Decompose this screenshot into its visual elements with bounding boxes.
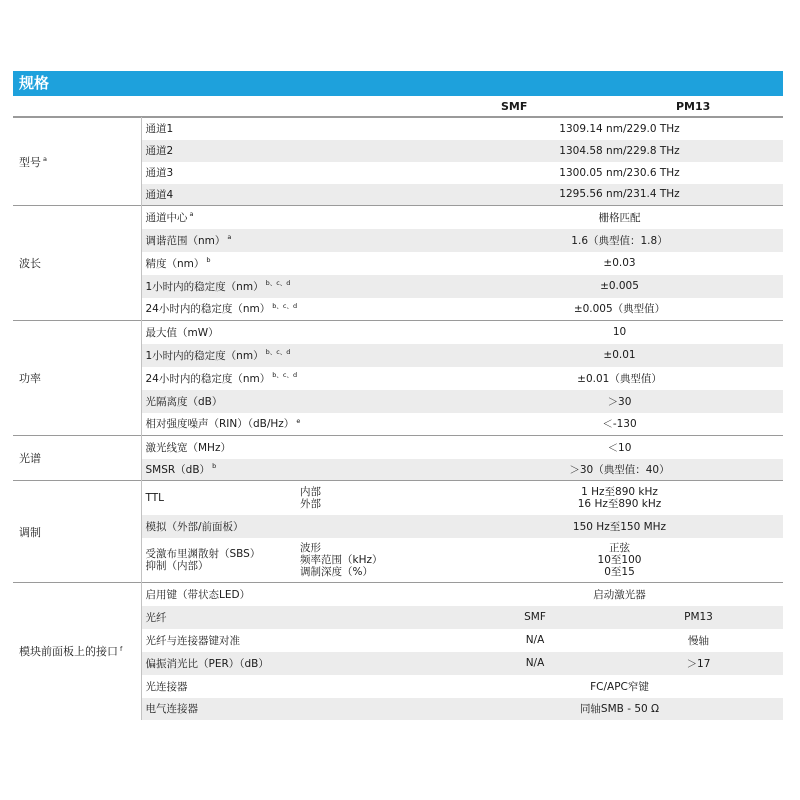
row-subparams: 波形 频率范围（kHz） 调制深度（%） (300, 541, 383, 578)
column-header-smf: SMF (501, 100, 528, 113)
row-param: 通道中心 $^a$ (141, 206, 456, 229)
row-param: 光纤与连接器键对准 (145, 634, 240, 647)
row-param: 调谐范围（nm） $^a$ (141, 229, 456, 252)
table-row (13, 321, 783, 344)
row-value: ±0.03 (603, 257, 636, 269)
row-subparams: 内部 外部 (296, 481, 456, 515)
row-param: 启用键（带状态LED） (141, 583, 456, 606)
row-value: ±0.01（典型值） (577, 372, 662, 385)
row-param: 24小时内的稳定度（nm） $^{b、c、d}$ (145, 301, 298, 316)
row-value: 同轴SMB - 50 Ω (456, 698, 783, 720)
row-value-smf: SMF (456, 606, 614, 629)
row-param: 通道1 (141, 118, 456, 140)
row-param: 通道2 (141, 140, 456, 162)
row-value: 正弦 10至100 0至15 (597, 541, 642, 578)
row-param: 光隔离度（dB） (141, 390, 456, 413)
group-label-wavelength: 波长 (13, 206, 141, 321)
row-value-pm13: PM13 (614, 606, 783, 629)
table-row (13, 436, 783, 459)
row-value-pm13: 慢轴 (688, 634, 709, 647)
row-value: 1.6（典型值：1.8） (456, 229, 783, 252)
row-param: 光连接器 (145, 680, 188, 693)
row-value: 启动激光器 (456, 583, 783, 606)
row-value-smf: N/A (525, 634, 545, 646)
section-title: 规格 (19, 74, 50, 92)
row-value: 1309.14 nm/229.0 THz (456, 118, 783, 140)
column-header-row (13, 96, 783, 117)
row-param: 通道4 (141, 184, 456, 206)
row-param: 激光线宽（MHz） (141, 436, 456, 459)
row-value-smf: N/A (456, 652, 614, 675)
group-label-model: 型号 $^a$ (13, 118, 141, 206)
row-param: 最大值（mW） (141, 321, 456, 344)
row-value: 栅格匹配 (456, 206, 783, 229)
row-value: FC/APC窄键 (590, 680, 649, 693)
row-value: 1295.56 nm/231.4 THz (456, 184, 783, 206)
row-param: SMSR（dB） $^b$ (141, 459, 456, 481)
row-param: 1小时内的稳定度（nm） $^{b、c、d}$ (141, 275, 456, 298)
row-value: ±0.01 (456, 344, 783, 367)
row-param: 光纤 (141, 606, 456, 629)
group-label-modulation: 调制 (13, 481, 141, 583)
group-label-power: 功率 (13, 321, 141, 436)
row-value: 1304.58 nm/229.8 THz (456, 140, 783, 162)
table-row (13, 481, 783, 515)
row-value: 150 Hz至150 MHz (456, 515, 783, 538)
row-param: TTL (141, 481, 296, 515)
section-title-bar (13, 71, 783, 96)
row-param: 模拟（外部/前面板） (141, 515, 456, 538)
row-param: 通道3 (145, 167, 174, 179)
row-value: ＜10 (456, 436, 783, 459)
group-label-spectrum: 光谱 (13, 436, 141, 481)
table-row (13, 118, 783, 140)
row-param: 受激布里渊散射（SBS） 抑制（内部） (145, 547, 261, 572)
row-param: 24小时内的稳定度（nm） $^{b、c、d}$ (145, 371, 298, 385)
row-param: 偏振消光比（PER）（dB） (141, 652, 456, 675)
row-value-pm13: ＞17 (614, 652, 783, 675)
row-param: 相对强度噪声（RIN）（dB/Hz） $^e$ (145, 416, 301, 431)
row-value: ＞30（典型值：40） (456, 459, 783, 481)
table-row (13, 583, 783, 606)
row-param: 1小时内的稳定度（nm） $^{b、c、d}$ (141, 344, 456, 367)
row-value: 10 (456, 321, 783, 344)
column-header-pm13: PM13 (676, 100, 711, 113)
row-value: ±0.005 (456, 275, 783, 298)
spec-table (13, 117, 783, 720)
row-value: 1300.05 nm/230.6 THz (559, 166, 680, 179)
row-value: 1 Hz至890 kHz 16 Hz至890 kHz (456, 481, 783, 515)
row-value: ＞30 (456, 390, 783, 413)
group-label-interface: 模块前面板上的接口 $^f$ (13, 583, 141, 720)
row-value: ＜-130 (602, 418, 637, 431)
row-param: 电气连接器 (141, 698, 456, 720)
table-row (13, 206, 783, 229)
row-value: ±0.005（典型值） (573, 303, 666, 316)
row-param: 精度（nm） $^b$ (145, 256, 211, 270)
